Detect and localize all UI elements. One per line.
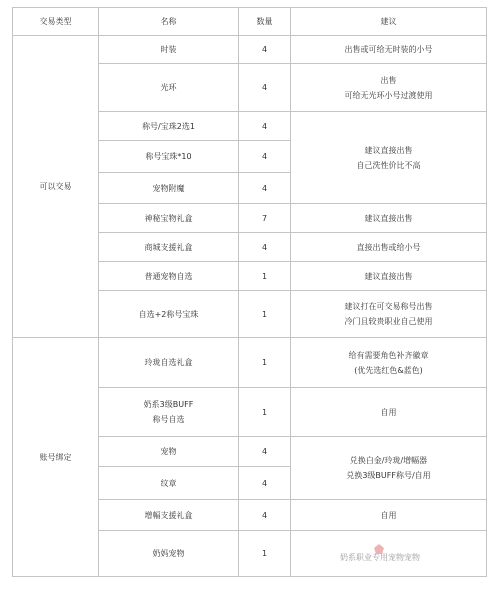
table-row	[13, 338, 487, 388]
item-name	[99, 338, 239, 388]
name-line: 奶妈宠物	[152, 549, 185, 558]
item-quantity: 4	[239, 173, 291, 204]
item-quantity: 7	[239, 204, 291, 233]
advice-line: 冷门且较贵职业自己使用	[344, 317, 433, 326]
name-line: 纹章	[160, 478, 177, 488]
advice-line: 建议打在可交易称号出售	[344, 302, 433, 311]
advice-line: 出售	[380, 75, 397, 85]
item-name: 时装	[99, 36, 239, 64]
name-line: 玲珑自选礼盒	[144, 358, 193, 367]
item-quantity: 4	[239, 467, 291, 500]
item-quantity: 4	[239, 112, 291, 141]
advice-line: 兑换3级BUFF称号/自用	[346, 471, 431, 480]
item-name	[99, 500, 239, 531]
item-quantity: 4	[239, 437, 291, 467]
item-name: 光环	[99, 64, 239, 112]
item-quantity: 4	[239, 500, 291, 531]
advice-line: 兑换白金/玲珑/增幅器	[349, 456, 428, 465]
name-line: 增幅支援礼盒	[144, 510, 193, 520]
item-advice: 自用	[291, 388, 487, 437]
watermark-text: 奶系职业专用宠物宠物	[340, 553, 420, 562]
item-quantity: 1	[239, 291, 291, 338]
item-advice	[291, 338, 487, 388]
item-name: 神秘宝物礼盒	[99, 204, 239, 233]
name-line: 奶系3级BUFF	[143, 400, 194, 409]
trade-type-cell: 可以交易	[13, 36, 99, 338]
item-advice: 直接出售或给小号	[291, 233, 487, 262]
name-line: 宠物	[160, 447, 177, 456]
item-advice: 建议直接出售	[291, 204, 487, 233]
item-quantity: 1	[239, 388, 291, 437]
item-name	[99, 437, 239, 467]
table-row	[13, 36, 487, 64]
advice-line: 可给无光环小号过渡使用	[344, 90, 433, 100]
item-advice	[291, 64, 487, 112]
item-advice	[291, 437, 487, 500]
header-name: 名称	[99, 8, 239, 36]
item-name	[99, 467, 239, 500]
item-advice: 自用	[291, 500, 487, 531]
item-advice: 建议直接出售	[291, 262, 487, 291]
header-trade-type: 交易类型	[13, 8, 99, 36]
item-name: 商城支援礼盒	[99, 233, 239, 262]
item-advice	[291, 291, 487, 338]
item-quantity: 4	[239, 64, 291, 112]
item-advice	[291, 112, 487, 204]
item-name: 称号/宝珠2选1	[99, 112, 239, 141]
advice-line: 自己洗性价比不高	[356, 160, 421, 170]
rewards-table	[12, 7, 487, 577]
item-name: 宠物附魔	[99, 173, 239, 204]
item-name	[99, 531, 239, 577]
advice-line: (优先选红色&蓝色)	[354, 365, 423, 375]
item-quantity: 1	[239, 531, 291, 577]
item-name: 普通宠物自选	[99, 262, 239, 291]
name-line: 称号自选	[152, 415, 185, 424]
header-quantity: 数量	[239, 8, 291, 36]
item-name: 称号宝珠*10	[99, 141, 239, 173]
header-advice: 建议	[291, 8, 487, 36]
trade-type-cell: 账号绑定	[13, 338, 99, 577]
advice-line: 给有需要角色补齐徽章	[348, 350, 429, 360]
item-quantity: 4	[239, 233, 291, 262]
item-quantity: 1	[239, 262, 291, 291]
item-advice: 出售或可给无时装的小号	[291, 36, 487, 64]
item-name: 自选+2称号宝珠	[99, 291, 239, 338]
item-quantity: 4	[239, 36, 291, 64]
advice-line: 建议直接出售	[364, 145, 413, 155]
item-quantity: 4	[239, 141, 291, 173]
table-header-row	[13, 8, 487, 36]
item-name	[99, 388, 239, 437]
item-quantity: 1	[239, 338, 291, 388]
